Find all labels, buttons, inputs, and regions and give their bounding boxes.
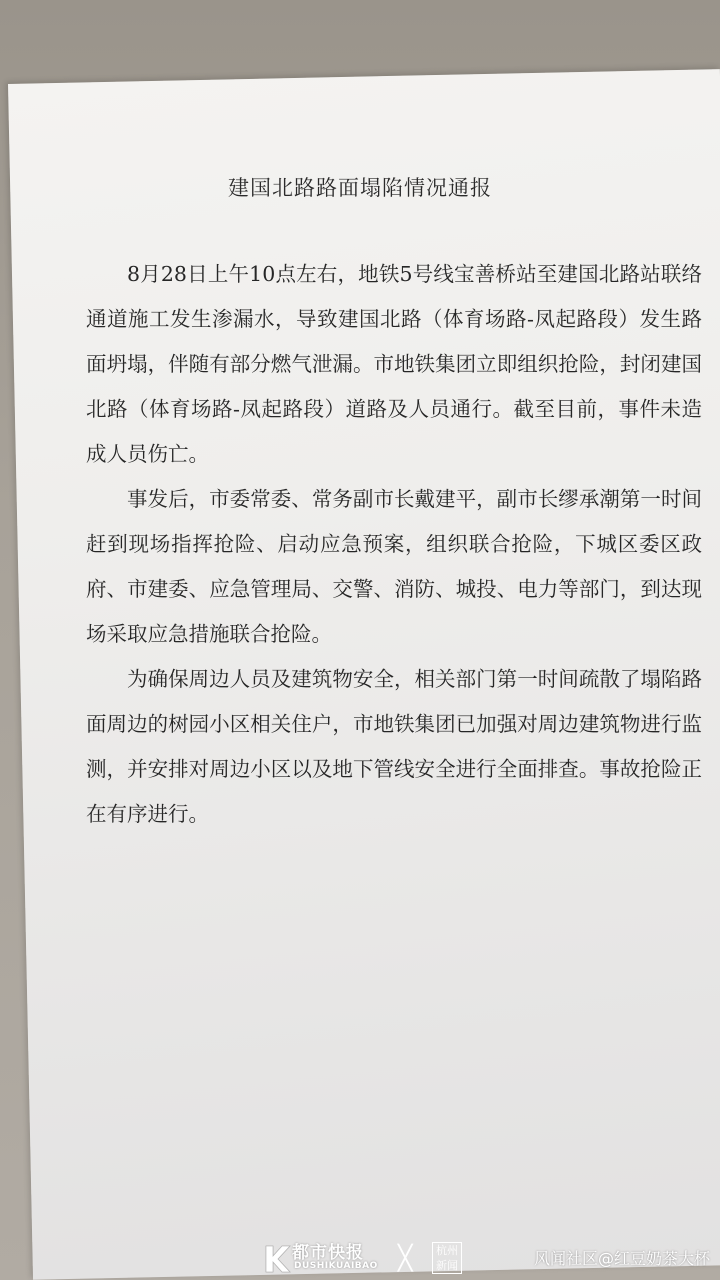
document-body	[86, 252, 702, 837]
logo-separator: ╳	[398, 1244, 413, 1272]
paragraph-response: 事发后，市委常委、常务副市长戴建平，副市长缪承潮第一时间赶到现场指挥抢险、启动应急预案，组织联合抢险，下城区委区政府、市建委、应急管理局、交警、消防、城投、电力等部门，到达现场采取应急措施联合抢险。	[86, 487, 702, 646]
paragraph-incident: 8月28日上午10点左右，地铁5号线宝善桥站至建国北路站联络通道施工发生渗漏水，导致建国北路（体育场路-凤起路段）发生路面坍塌，伴随有部分燃气泄漏。市地铁集团立即组织抢险，封闭建国北路（体育场路-凤起路段）道路及人员通行。截至目前，事件未造成人员伤亡。	[86, 262, 702, 466]
logo-pinyin: DUSHIKUAIBAO	[294, 1261, 378, 1271]
footer-watermark-bar	[0, 1236, 720, 1280]
dushikuaibao-logo-icon	[262, 1244, 292, 1274]
paragraph-evacuation: 为确保周边人员及建筑物安全，相关部门第一时间疏散了塌陷路面周边的树园小区相关住户，市地铁集团已加强对周边建筑物进行监测，并安排对周边小区以及地下管线安全进行全面排查。事故抢险正在有序进行。	[86, 667, 702, 826]
document-title: 建国北路路面塌陷情况通报	[228, 176, 492, 200]
logo-name: 都市快报	[292, 1243, 364, 1263]
partner-line-1: 杭州	[436, 1244, 458, 1257]
partner-line-2: 新闻	[436, 1259, 458, 1272]
partner-logo	[432, 1242, 462, 1274]
source-watermark: 风闻社区@红豆奶茶大杯	[533, 1249, 710, 1268]
